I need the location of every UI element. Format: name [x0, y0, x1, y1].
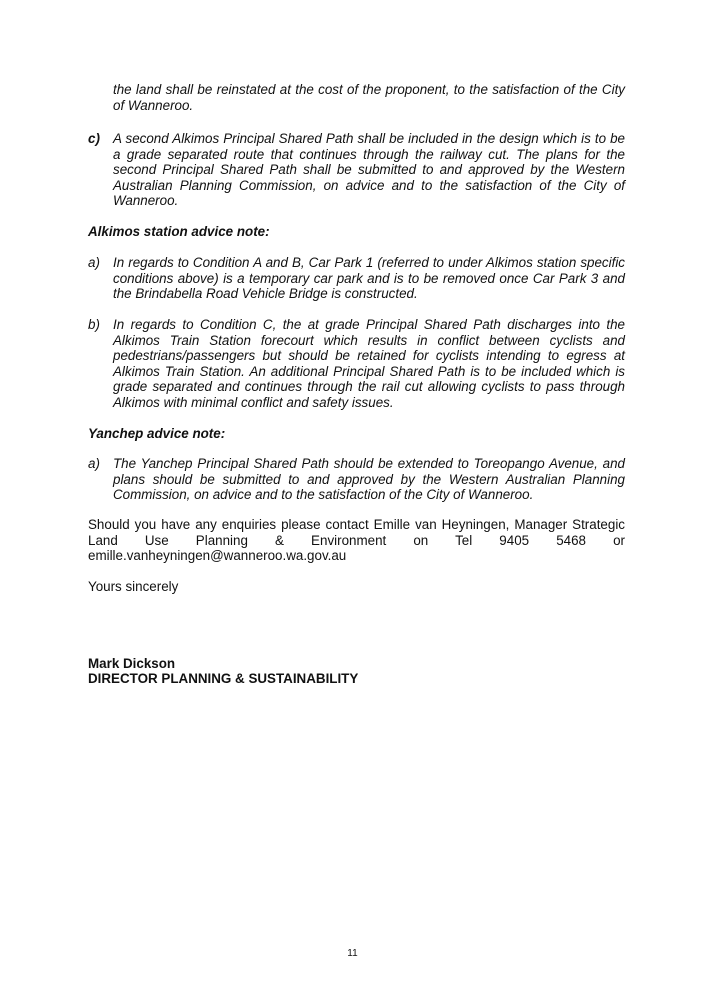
alkimos-note-item-b-text: In regards to Condition C, the at grade Principal Shared Path discharges into the Alkimos Train Station forecourt which results in conflict between cyclists and pedestrians/passengers but should be retained for cyclists intending to egress at Alkimos Train Station. An additional Principal Shared Path is to be included which is grade separated and continues through the rail cut allowing cyclists to pass through Alkimos with minimal conflict and safety issues.: [113, 317, 625, 410]
page-number: 11: [347, 948, 358, 959]
alkimos-note-item-a-marker: a): [88, 255, 100, 270]
condition-c-marker: c): [88, 131, 100, 146]
continuation-paragraph: the land shall be reinstated at the cost of the proponent, to the satisfaction of the City of Wanneroo.: [113, 82, 625, 113]
yanchep-note-item-a-marker: a): [88, 456, 100, 471]
closing-salutation: Yours sincerely: [88, 579, 179, 594]
yanchep-note-item-a-text: The Yanchep Principal Shared Path should be extended to Toreopango Avenue, and plans should be submitted to and approved by the Western Australian Planning Commission, on advice and to the satisfaction of the City of Wanneroo.: [113, 456, 625, 503]
signatory-title: DIRECTOR PLANNING & SUSTAINABILITY: [88, 671, 359, 686]
enquiries-email: emille.vanheyningen@wanneroo.wa.gov.au: [88, 548, 347, 564]
condition-c-text: A second Alkimos Principal Shared Path shall be included in the design which is to be a grade separated route that continues through the railway cut. The plans for the second Principal Shared Path shall be submitted to and approved by the Western Australian Planning Commission, on advice and to the satisfaction of the City of Wanneroo.: [113, 131, 625, 209]
enquiries-line-1: Should you have any enquiries please contact Emille van Heyningen, Manager Strategic: [88, 517, 625, 532]
alkimos-note-heading: Alkimos station advice note:: [88, 224, 270, 239]
signatory-name: Mark Dickson: [88, 656, 176, 671]
enquiries-line-2: Land Use Planning & Environment on Tel 9405 5468 or: [88, 532, 625, 548]
yanchep-note-heading: Yanchep advice note:: [88, 426, 226, 441]
alkimos-note-item-a-text: In regards to Condition A and B, Car Park 1 (referred to under Alkimos station specific conditions above) is a temporary car park and is to be removed once Car Park 3 and the Brindabella Road Vehicle Bridge is constructed.: [113, 255, 625, 302]
alkimos-note-item-b-marker: b): [88, 317, 100, 332]
enquiries-paragraph: [88, 517, 625, 564]
